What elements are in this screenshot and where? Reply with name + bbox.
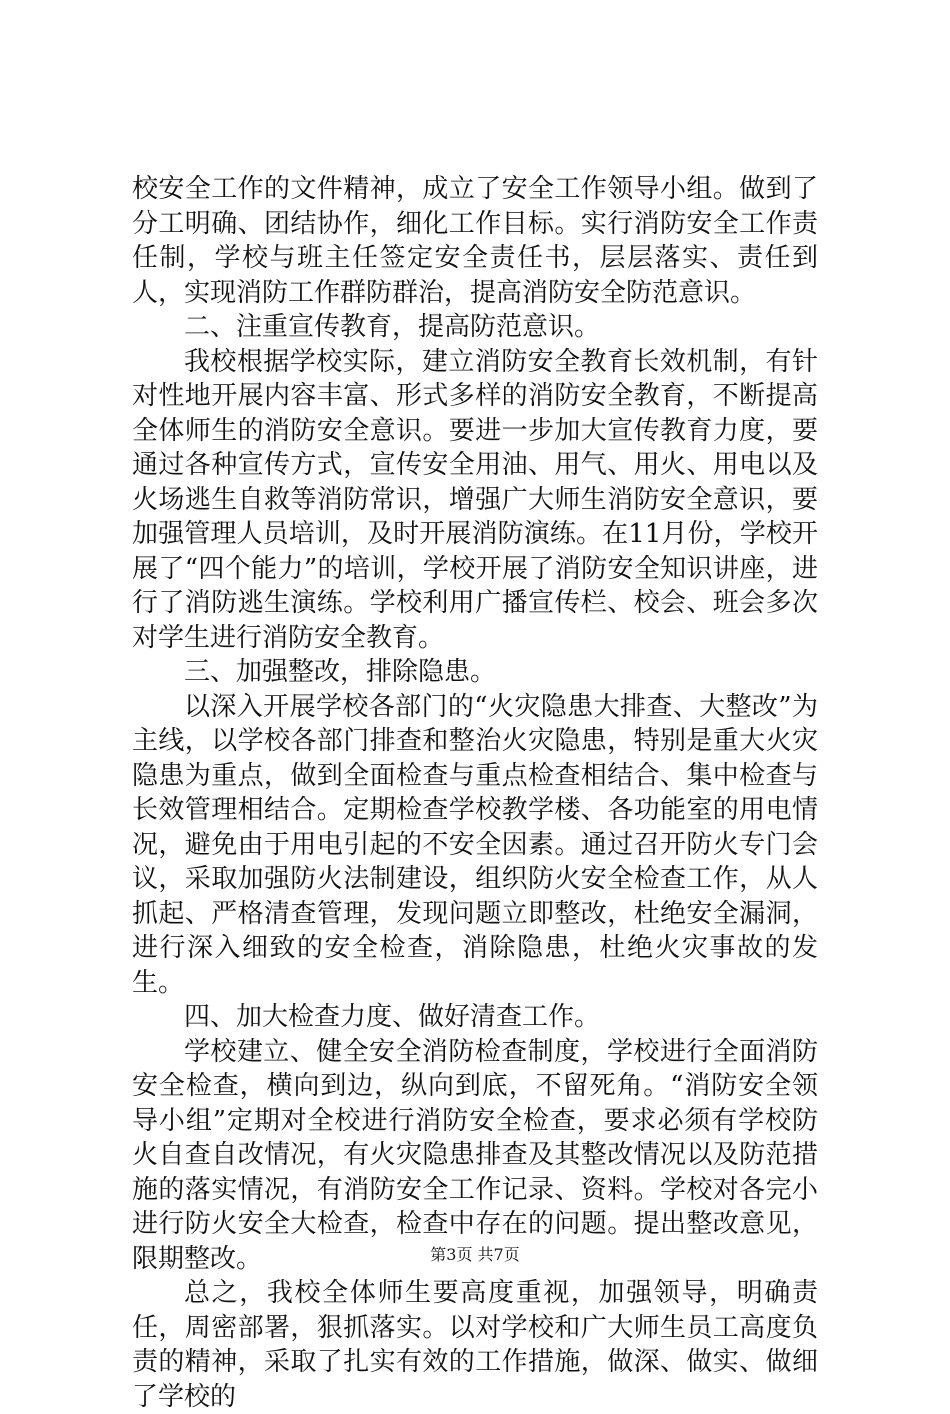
section-heading-4: 四、加大检查力度、做好清查工作。: [184, 1002, 601, 1032]
paragraph-summary: 总之，我校全体师生要高度重视，加强领导，明确责任，周密部署，狠抓落实。以对学校和广大师生员工高度负责的精神，采取了扎实有效的工作措施，做深、做实、做细了学校的: [132, 1278, 818, 1412]
document-body: [132, 172, 818, 1414]
section-heading-3: 三、加强整改，排除隐患。: [184, 657, 497, 687]
paragraph-publicity: 我校根据学校实际，建立消防安全教育长效机制，有针对性地开展内容丰富、形式多样的消防安全教育，不断提高全体师生的消防安全意识。要进一步加大宣传教育力度，要通过各种宣传方式，宣传安全用油、用气、用火、用电以及火场逃生自救等消防常识，增强广大师生消防安全意识，要加强管理人员培训，及时开展消防演练。在11月份，学校开展了“四个能力”的培训，学校开展了消防安全知识讲座，进行了消防逃生演练。学校利用广播宣传栏、校会、班会多次对学生进行消防安全教育。: [132, 346, 818, 653]
page-number-footer: 第3页 共7页: [430, 1245, 520, 1264]
paragraph-continuation: 校安全工作的文件精神，成立了安全工作领导小组。做到了分工明确、团结协作，细化工作目标。实行消防安全工作责任制，学校与班主任签定安全责任书，层层落实、责任到人，实现消防工作群防群治，提高消防安全防范意识。: [132, 174, 818, 308]
paragraph-inspection: 学校建立、健全安全消防检查制度，学校进行全面消防安全检查，横向到边，纵向到底，不留死角。“消防安全领导小组”定期对全校进行消防安全检查，要求必须有学校防火自查自改情况，有火灾隐患排查及其整改情况以及防范措施的落实情况，有消防安全工作记录、资料。学校对各完小进行防火安全大检查，检查中存在的问题。提出整改意见，限期整改。: [132, 1036, 818, 1274]
section-heading-2: 二、注重宣传教育，提高防范意识。: [184, 312, 601, 342]
paragraph-rectification: 以深入开展学校各部门的“火灾隐患大排查、大整改”为主线，以学校各部门排查和整治火灾隐患，特别是重大火灾隐患为重点，做到全面检查与重点检查相结合、集中检查与长效管理相结合。定期检查学校教学楼、各功能室的用电情况，避免由于用电引起的不安全因素。通过召开防火专门会议，采取加强防火法制建设，组织防火安全检查工作，从人抓起、严格清查管理，发现问题立即整改，杜绝安全漏洞，进行深入细致的安全检查，消除隐患，杜绝火灾事故的发生。: [132, 691, 818, 998]
